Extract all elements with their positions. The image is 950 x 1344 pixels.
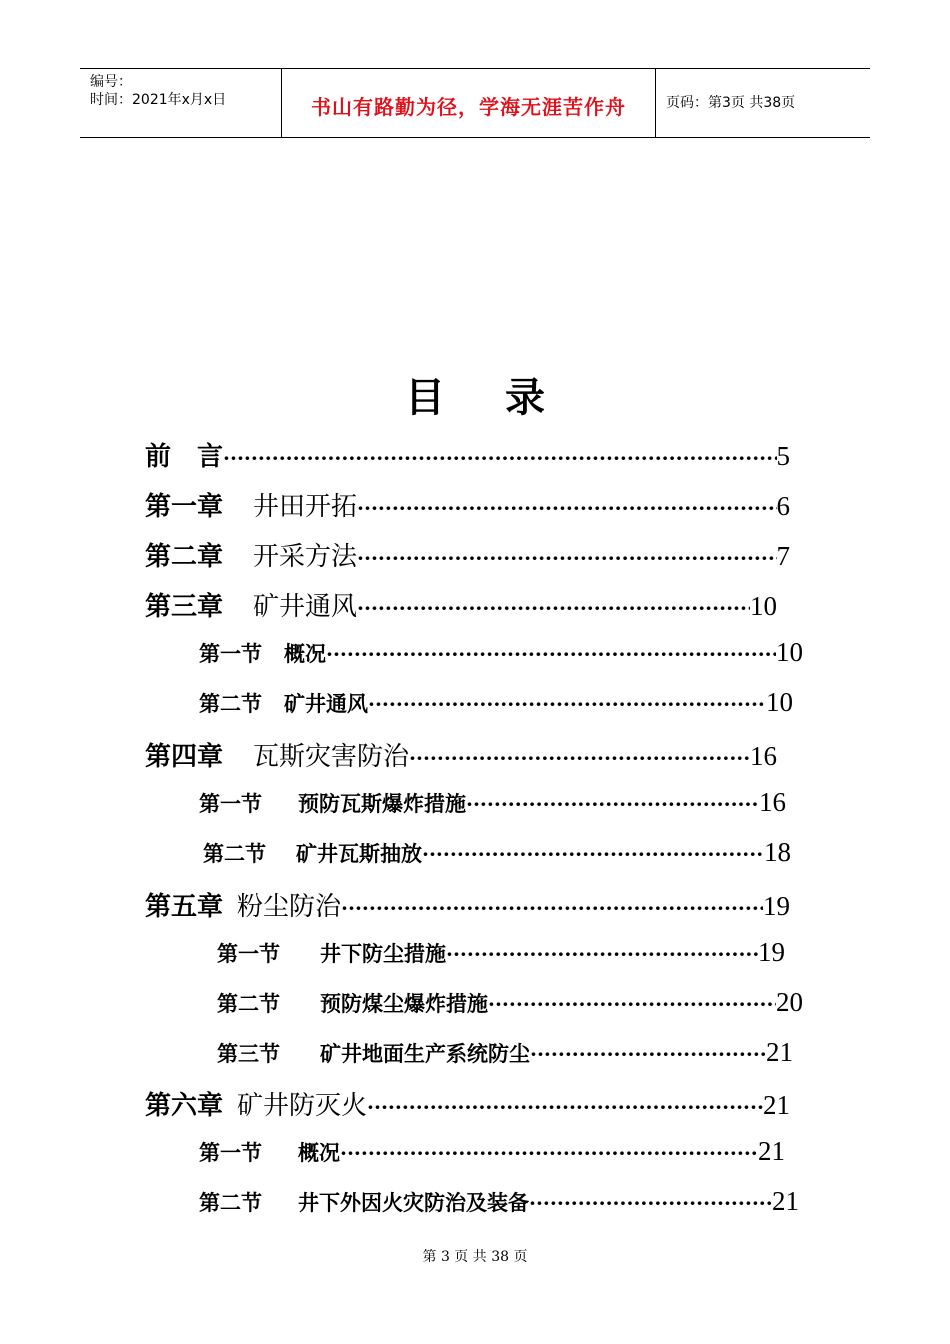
toc-leader-dots <box>446 942 758 966</box>
document-number-label: 编号： <box>90 74 132 90</box>
toc-entry-label: 第二节 <box>203 842 266 866</box>
toc-entry-page: 20 <box>776 987 803 1017</box>
toc-leader-dots <box>488 992 776 1016</box>
page-footer: 第 3 页 共 38 页 <box>422 1249 528 1265</box>
header-motto-cell <box>282 69 656 137</box>
toc-entry-page: 19 <box>763 891 790 921</box>
toc-entry-label: 第二章 <box>145 542 224 572</box>
toc-entry[interactable] <box>217 1037 793 1067</box>
toc-entry-label: 第一节 <box>199 792 262 816</box>
toc-leader-dots <box>223 446 776 470</box>
toc-entry[interactable] <box>145 486 790 520</box>
toc-leader-dots <box>530 1042 766 1066</box>
toc-leader-dots <box>357 546 776 570</box>
toc-entry-label: 前 言 <box>145 442 224 472</box>
toc-entry[interactable] <box>199 687 793 717</box>
toc-entry-label: 第一节 <box>199 1141 262 1165</box>
toc-entry-text: 瓦斯灾害防治 <box>253 742 410 772</box>
toc-title: 目录 <box>405 375 605 421</box>
toc-leader-dots <box>466 792 759 816</box>
toc-entry-text: 井下外因火灾防治及装备 <box>298 1191 529 1215</box>
toc-entry-label: 第三章 <box>145 592 224 622</box>
toc-entry-page: 10 <box>776 637 803 667</box>
toc-entry-label: 第三节 <box>217 1042 280 1066</box>
toc-entry-text: 矿井防灭火 <box>237 1091 368 1121</box>
toc-leader-dots <box>357 596 750 620</box>
toc-leader-dots <box>340 1141 758 1165</box>
toc-entry-label: 第一节 <box>199 642 262 666</box>
toc-entry-label: 第五章 <box>145 892 224 922</box>
header-page-cell <box>656 69 870 137</box>
toc-entry-page: 21 <box>758 1136 785 1166</box>
toc-entry-page: 5 <box>776 441 790 471</box>
toc-entry-label: 第二节 <box>199 692 262 716</box>
toc-leader-dots <box>529 1191 772 1215</box>
toc-leader-dots <box>341 896 763 920</box>
toc-leader-dots <box>367 1095 763 1119</box>
toc-entry-page: 21 <box>766 1037 793 1067</box>
toc-entry-label: 第四章 <box>145 742 224 772</box>
toc-entry-page: 21 <box>763 1090 790 1120</box>
toc-entry-page: 16 <box>750 741 777 771</box>
toc-leader-dots <box>368 692 766 716</box>
toc-entry[interactable] <box>145 586 777 620</box>
toc-entry[interactable] <box>145 536 790 570</box>
toc-entry-label: 第六章 <box>145 1091 224 1121</box>
toc-entry-text: 矿井瓦斯抽放 <box>296 842 422 866</box>
toc-entry-text: 井下防尘措施 <box>320 942 446 966</box>
toc-entry[interactable] <box>217 937 785 967</box>
toc-entry[interactable] <box>199 1186 799 1216</box>
toc-entry-text: 矿井地面生产系统防尘 <box>320 1042 530 1066</box>
toc-entry-text: 矿井通风 <box>284 692 368 716</box>
page-header <box>80 68 870 138</box>
toc-entry[interactable] <box>145 736 777 770</box>
toc-entry[interactable] <box>203 837 791 867</box>
toc-entry-page: 19 <box>758 937 785 967</box>
toc-entry-text: 开采方法 <box>253 542 358 572</box>
header-motto: 书山有路勤为径，学海无涯苦作舟 <box>311 95 626 119</box>
toc-entry-page: 7 <box>776 541 790 571</box>
toc-leader-dots <box>409 746 750 770</box>
toc-entry[interactable] <box>199 787 786 817</box>
toc-entry-text: 预防煤尘爆炸措施 <box>320 992 488 1016</box>
toc-entry-text: 井田开拓 <box>253 492 358 522</box>
toc-entry[interactable] <box>145 1085 790 1119</box>
toc-leader-dots <box>326 642 776 666</box>
toc-entry-label: 第二节 <box>217 992 280 1016</box>
toc-entry-label: 第一节 <box>217 942 280 966</box>
toc-entry-text: 概况 <box>284 642 326 666</box>
toc-entry[interactable] <box>199 637 803 667</box>
toc-entry-text: 矿井通风 <box>253 592 358 622</box>
toc-entry-page: 10 <box>750 591 777 621</box>
header-page-info: 页码：第3页 共38页 <box>666 95 796 111</box>
toc-entry-text: 预防瓦斯爆炸措施 <box>298 792 466 816</box>
toc-leader-dots <box>422 842 764 866</box>
toc-entry-label: 第二节 <box>199 1191 262 1215</box>
toc-entry-page: 21 <box>772 1186 799 1216</box>
toc-entry-page: 16 <box>759 787 786 817</box>
toc-entry[interactable] <box>145 886 790 920</box>
toc-entry[interactable] <box>217 987 803 1017</box>
toc-entry-label: 第一章 <box>145 492 224 522</box>
toc-entry[interactable] <box>145 436 790 470</box>
toc-entry-text: 粉尘防治 <box>237 892 342 922</box>
toc-leader-dots <box>357 496 776 520</box>
toc-entry[interactable] <box>199 1136 785 1166</box>
toc-entry-page: 18 <box>764 837 791 867</box>
document-time-label: 时间：2021年x月x日 <box>90 92 227 108</box>
toc-entry-page: 10 <box>766 687 793 717</box>
header-info-cell <box>80 69 282 137</box>
toc-entry-text: 概况 <box>298 1141 340 1165</box>
toc-entry-page: 6 <box>776 491 790 521</box>
